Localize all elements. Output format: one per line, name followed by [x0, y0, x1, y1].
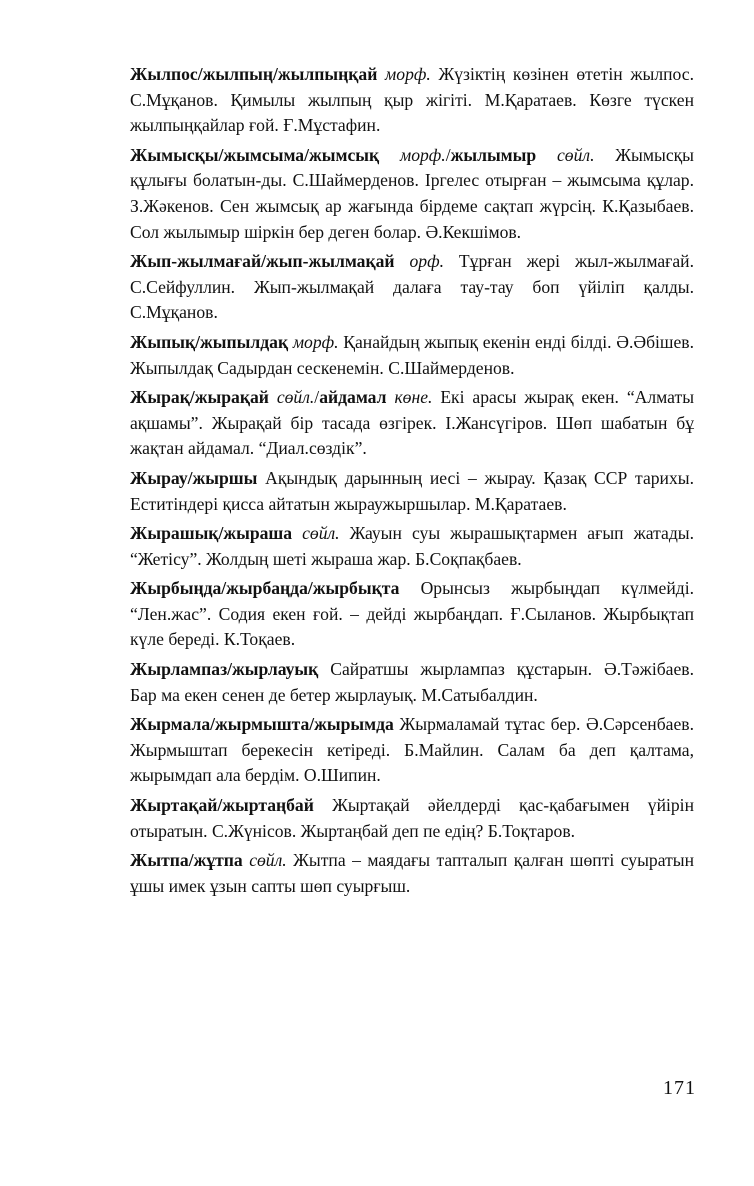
dictionary-entry: [130, 62, 694, 139]
headword: Жыпық/жыпылдақ: [130, 331, 289, 352]
entry-text: Тұрған жері жыл-жылмағай. С.Сейфуллин. Жып-жылмақай далаға тау-тау боп үйіліп қалды. С.Мұқанов.: [130, 251, 694, 323]
headword: Жырашық/жыраша: [130, 523, 293, 544]
grammar-label: сөйл.: [276, 387, 315, 408]
headword: жылымыр: [450, 144, 537, 165]
dictionary-entry: [130, 249, 694, 326]
grammar-label: көне.: [394, 387, 433, 408]
grammar-label: сөйл.: [557, 144, 595, 165]
entry-text: Жауын суы жырашықтармен ағып жатады. “Жетісу”. Жолдың шеті жыраша жар. Б.Соқпақбаев.: [130, 523, 694, 569]
headword: Жыртақай/жыртаңбай: [130, 795, 314, 816]
entry-text: Жүзіктің көзінен өтетін жылпос. С.Мұқанов. Қимылы жылпың қыр жігіті. М.Қаратаев. Көзге түскен жылпыңқайлар ғой. Ғ.Мұстафин.: [130, 64, 694, 136]
grammar-label: сөйл.: [302, 523, 340, 544]
entry-text: Сайратшы жырлампаз құстарын. Ә.Тәжібаев. Бар ма екен сенен де бетер жырлауық. М.Сатыбалдин.: [130, 659, 694, 705]
grammar-label: морф.: [292, 331, 339, 352]
headword: Жырмала/жырмышта/жырымда: [130, 714, 394, 735]
dictionary-entry: [130, 576, 694, 653]
headword: Жырақ/жырақай: [130, 387, 269, 408]
dictionary-entry: [130, 466, 694, 517]
entry-text: Екі арасы жырақ екен. “Алматы ақшамы”. Жырақай бір тасада өзгірек. І.Жансүгіров. Шөп шабатын бұ жақтан айдамал. “Диал.сөздік”.: [130, 387, 695, 459]
dictionary-entry: Жырақ/жырақай сөйл./айдамал көне. Екі арасы жырақ екен. “Алматы ақшамы”. Жырақай бір тасада өзгірек. І.Жансүгіров. Шөп шабатын бұ жақтан айдамал. “Диал.сөздік”.: [130, 387, 695, 459]
entry-text: Жырмаламай тұтас бер. Ә.Сәрсенбаев. Жырмыштап берекесін кетіреді. Б.Майлин. Салам ба деп қалтама, жырымдап ала бердім. О.Шипин.: [130, 714, 694, 786]
entry-text: Жымысқы құлығы болатын-ды. С.Шаймерденов. Іргелес отырған – жымсыма құлар. З.Жәкенов. Сен жымсық ар жағында бірдеме сақтап жүрсің. К.Қазыбаев. Сол жылымыр шіркін бер деген болар. Ә.Кекшімов.: [130, 144, 695, 242]
entry-text: Орынсыз жырбыңдап күлмейді. “Лен.жас”. Содия екен ғой. – дейді жырбаңдап. Ғ.Сыланов. Жырбықтап күле береді. К.Тоқаев.: [130, 578, 694, 650]
grammar-label: морф.: [399, 144, 446, 165]
headword: Жырау/жыршы: [130, 467, 258, 488]
dictionary-entry: [130, 521, 694, 572]
dictionary-entry: [130, 793, 694, 844]
headword: Жылпос/жылпың/жылпыңқай: [130, 64, 378, 84]
headword: Жырлампаз/жырлауық: [130, 659, 319, 680]
headword: айдамал: [319, 387, 387, 408]
headword: Жымысқы/жымсыма/жымсық: [130, 144, 380, 165]
dictionary-entry: [130, 330, 694, 381]
grammar-label: морф.: [385, 64, 431, 84]
dictionary-entry: [130, 712, 694, 789]
dictionary-entry: [130, 848, 694, 899]
headword: Жытпа/жұтпа: [130, 850, 243, 871]
dictionary-page: [130, 62, 694, 903]
grammar-label: сөйл.: [249, 850, 287, 871]
entry-text: Қанайдың жыпық екенін енді білді. Ә.Әбішев. Жыпылдақ Садырдан сескенемін. С.Шаймерденов.: [130, 331, 694, 378]
dictionary-entry: Жымысқы/жымсыма/жымсық морф./жылымыр сөйл. Жымысқы құлығы болатын-ды. С.Шаймерденов. Іргелес отырған – жымсыма құлар. З.Жәкенов. Сен жымсық ар жағында бірдеме сақтап жүрсің. К.Қазыбаев. Сол жылымыр шіркін бер деген болар. Ә.Кекшімов.: [130, 144, 695, 242]
entry-text: Жыртақай әйелдерді қас-қабағымен үйірін отыратын. С.Жүнісов. Жыртаңбай деп пе едің? Б.Тоқтаров.: [130, 795, 694, 841]
dictionary-entry: [130, 657, 694, 708]
entry-text: Жытпа – маядағы тапталып қалған шөпті суыратын ұшы имек ұзын сапты шөп суырғыш.: [130, 850, 694, 896]
grammar-label: орф.: [409, 251, 444, 272]
headword: Жып-жылмағай/жып-жылмақай: [130, 251, 395, 272]
entry-text: Ақындық дарынның иесі – жырау. Қазақ ССР тарихы. Еститіндері қисса айтатын жыраужыршылар. М.Қаратаев.: [130, 467, 694, 514]
headword: Жырбыңда/жырбаңда/жырбықта: [130, 578, 400, 599]
page-number: 171: [663, 1077, 696, 1099]
